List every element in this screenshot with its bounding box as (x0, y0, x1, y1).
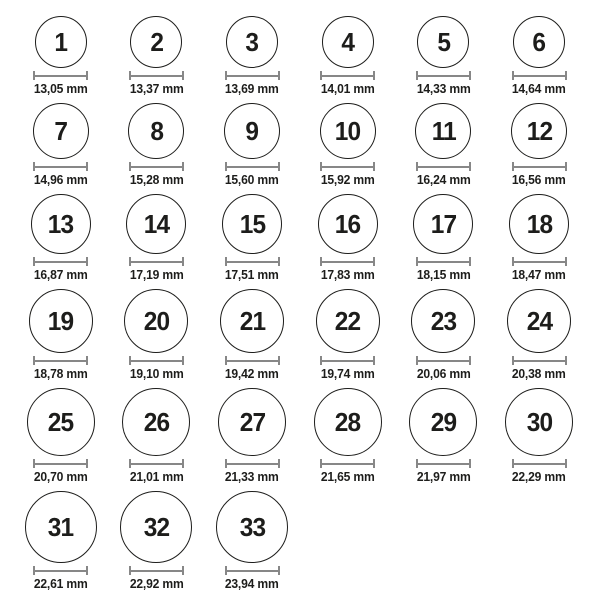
diameter-dimension-line (416, 459, 471, 468)
diameter-label: 18,47 mm (512, 268, 567, 282)
diameter-label: 14,33 mm (416, 82, 471, 96)
dimension-line-bar (131, 75, 182, 77)
diameter-label: 15,28 mm (129, 173, 184, 187)
ring-circle (320, 103, 376, 159)
ring-size-item (109, 103, 205, 187)
ring-circle (224, 103, 280, 159)
ring-size-item (396, 194, 492, 282)
ring-circle (409, 388, 477, 456)
ring-size-number: 23 (430, 306, 457, 336)
diameter-label: 17,83 mm (320, 268, 375, 282)
diameter-label: 17,19 mm (129, 268, 184, 282)
size-row (13, 289, 587, 381)
diameter-label: 16,87 mm (33, 268, 88, 282)
diameter-dimension-line (129, 459, 184, 468)
ring-size-number: 13 (48, 209, 74, 239)
diameter-dimension-line (225, 566, 280, 575)
diameter-label: 21,33 mm (225, 470, 280, 484)
ring-size-item (300, 103, 396, 187)
ring-size-item (204, 194, 300, 282)
ring-circle (322, 16, 374, 68)
ring-size-item (300, 289, 396, 381)
dimension-line-bar (227, 360, 278, 362)
ring-size-number: 5 (437, 27, 450, 57)
dimension-line-bar (227, 75, 278, 77)
ring-size-number: 2 (150, 27, 163, 57)
ring-size-number: 3 (245, 27, 259, 57)
ring-size-number: 12 (526, 116, 552, 146)
size-row (13, 103, 587, 187)
ring-circle (507, 289, 571, 353)
ring-size-number: 25 (48, 407, 74, 437)
diameter-label: 17,51 mm (225, 268, 280, 282)
diameter-dimension-line (129, 356, 184, 365)
diameter-dimension-line (33, 566, 88, 575)
ring-circle (130, 16, 182, 68)
ring-circle (122, 388, 190, 456)
ring-size-number: 24 (526, 306, 552, 336)
ring-circle (411, 289, 475, 353)
ring-size-item (13, 491, 109, 591)
ring-size-item (396, 103, 492, 187)
ring-circle (31, 194, 91, 254)
ring-size-number: 18 (526, 209, 552, 239)
dimension-line-bar (322, 75, 373, 77)
ring-size-number: 27 (239, 407, 265, 437)
diameter-label: 13,05 mm (33, 82, 88, 96)
ring-size-number: 16 (335, 209, 361, 239)
ring-circle (417, 16, 469, 68)
diameter-dimension-line (33, 162, 88, 171)
diameter-dimension-line (512, 257, 567, 266)
diameter-label: 21,97 mm (416, 470, 471, 484)
ring-circle (218, 388, 286, 456)
ring-size-number: 17 (430, 209, 457, 239)
ring-size-number: 21 (239, 306, 265, 336)
diameter-dimension-line (320, 459, 375, 468)
diameter-label: 14,01 mm (320, 82, 375, 96)
ring-size-number: 31 (48, 512, 74, 542)
ring-size-number: 32 (143, 512, 170, 542)
diameter-label: 20,06 mm (416, 367, 471, 381)
ring-size-item (491, 289, 587, 381)
diameter-dimension-line (129, 257, 184, 266)
dimension-line-bar (131, 261, 182, 263)
dimension-line-bar (514, 166, 565, 168)
ring-size-number: 10 (335, 116, 361, 146)
ring-size-item (491, 103, 587, 187)
dimension-line-bar (35, 570, 86, 572)
ring-size-item (300, 194, 396, 282)
ring-size-number: 8 (150, 116, 163, 146)
dimension-line-bar (131, 360, 182, 362)
ring-size-item (204, 16, 300, 96)
dimension-line-bar (35, 166, 86, 168)
ring-circle (126, 194, 186, 254)
dimension-line-bar (322, 463, 373, 465)
ring-size-item (109, 491, 205, 591)
ring-size-item (300, 388, 396, 484)
ring-size-item (109, 16, 205, 96)
ring-size-number: 22 (335, 306, 361, 336)
diameter-label: 19,42 mm (225, 367, 280, 381)
dimension-line-bar (35, 463, 86, 465)
ring-size-number: 14 (143, 209, 170, 239)
diameter-dimension-line (416, 71, 471, 80)
diameter-dimension-line (512, 459, 567, 468)
diameter-label: 22,92 mm (129, 577, 184, 591)
diameter-label: 21,01 mm (129, 470, 184, 484)
diameter-label: 18,15 mm (416, 268, 471, 282)
ring-size-item (491, 194, 587, 282)
diameter-dimension-line (320, 356, 375, 365)
size-row (13, 16, 587, 96)
diameter-dimension-line (225, 162, 280, 171)
dimension-line-bar (35, 360, 86, 362)
dimension-line-bar (418, 166, 469, 168)
diameter-dimension-line (320, 162, 375, 171)
diameter-label: 18,78 mm (33, 367, 88, 381)
diameter-dimension-line (225, 459, 280, 468)
ring-size-number: 6 (532, 27, 546, 57)
dimension-line-bar (418, 463, 469, 465)
diameter-label: 20,70 mm (33, 470, 88, 484)
diameter-label: 22,29 mm (512, 470, 567, 484)
diameter-dimension-line (225, 356, 280, 365)
ring-size-number: 28 (335, 407, 361, 437)
diameter-dimension-line (320, 71, 375, 80)
ring-size-item (204, 388, 300, 484)
dimension-line-bar (227, 463, 278, 465)
ring-size-item (204, 491, 300, 591)
ring-size-number: 4 (341, 27, 355, 57)
ring-circle (27, 388, 95, 456)
diameter-label: 14,64 mm (512, 82, 567, 96)
ring-size-item (13, 194, 109, 282)
diameter-label: 23,94 mm (225, 577, 280, 591)
ring-size-item (13, 16, 109, 96)
diameter-label: 13,69 mm (225, 82, 280, 96)
diameter-label: 20,38 mm (512, 367, 567, 381)
diameter-label: 21,65 mm (320, 470, 375, 484)
dimension-line-bar (322, 166, 373, 168)
size-row (13, 194, 587, 282)
ring-size-item (109, 388, 205, 484)
ring-size-number: 20 (143, 306, 170, 336)
ring-size-item (491, 16, 587, 96)
ring-size-item (109, 194, 205, 282)
ring-circle (509, 194, 569, 254)
ring-size-number: 19 (48, 306, 74, 336)
ring-size-number: 1 (54, 27, 68, 57)
diameter-label: 14,96 mm (33, 173, 88, 187)
dimension-line-bar (418, 261, 469, 263)
dimension-line-bar (418, 360, 469, 362)
ring-size-number: 9 (245, 116, 259, 146)
ring-size-number: 11 (431, 116, 456, 146)
ring-circle (124, 289, 188, 353)
ring-size-item (396, 16, 492, 96)
ring-circle (318, 194, 378, 254)
ring-circle (316, 289, 380, 353)
ring-circle (25, 491, 97, 563)
dimension-line-bar (131, 463, 182, 465)
ring-circle (220, 289, 284, 353)
ring-circle (33, 103, 89, 159)
ring-size-item (204, 103, 300, 187)
ring-circle (29, 289, 93, 353)
dimension-line-bar (227, 570, 278, 572)
size-row (13, 388, 587, 484)
diameter-dimension-line (512, 356, 567, 365)
diameter-dimension-line (512, 71, 567, 80)
diameter-label: 15,60 mm (225, 173, 280, 187)
diameter-label: 22,61 mm (33, 577, 88, 591)
dimension-line-bar (514, 360, 565, 362)
ring-size-item (396, 388, 492, 484)
ring-circle (314, 388, 382, 456)
dimension-line-bar (514, 75, 565, 77)
ring-size-item (491, 388, 587, 484)
ring-size-item (396, 289, 492, 381)
ring-circle (216, 491, 288, 563)
ring-size-number: 7 (54, 116, 68, 146)
ring-size-number: 15 (239, 209, 265, 239)
dimension-line-bar (227, 261, 278, 263)
dimension-line-bar (322, 360, 373, 362)
ring-circle (120, 491, 192, 563)
ring-size-item (300, 16, 396, 96)
diameter-dimension-line (416, 162, 471, 171)
diameter-label: 19,74 mm (320, 367, 375, 381)
dimension-line-bar (131, 166, 182, 168)
ring-size-item (13, 103, 109, 187)
ring-circle (513, 16, 565, 68)
ring-size-number: 29 (430, 407, 457, 437)
ring-size-number: 30 (526, 407, 552, 437)
ring-circle (505, 388, 573, 456)
diameter-dimension-line (416, 356, 471, 365)
ring-size-number: 33 (239, 512, 265, 542)
ring-circle (511, 103, 567, 159)
size-row (13, 491, 587, 591)
diameter-dimension-line (416, 257, 471, 266)
dimension-line-bar (131, 570, 182, 572)
dimension-line-bar (35, 261, 86, 263)
diameter-dimension-line (320, 257, 375, 266)
ring-circle (415, 103, 471, 159)
dimension-line-bar (35, 75, 86, 77)
dimension-line-bar (322, 261, 373, 263)
ring-circle (128, 103, 184, 159)
diameter-dimension-line (129, 162, 184, 171)
diameter-dimension-line (33, 71, 88, 80)
diameter-label: 19,10 mm (129, 367, 184, 381)
dimension-line-bar (227, 166, 278, 168)
dimension-line-bar (514, 261, 565, 263)
diameter-dimension-line (129, 71, 184, 80)
ring-size-item (204, 289, 300, 381)
diameter-dimension-line (33, 356, 88, 365)
diameter-dimension-line (129, 566, 184, 575)
ring-size-number: 26 (143, 407, 170, 437)
ring-size-item (109, 289, 205, 381)
diameter-label: 16,56 mm (512, 173, 567, 187)
ring-size-item (13, 388, 109, 484)
diameter-dimension-line (512, 162, 567, 171)
dimension-line-bar (514, 463, 565, 465)
ring-circle (226, 16, 278, 68)
ring-circle (222, 194, 282, 254)
ring-circle (35, 16, 87, 68)
diameter-dimension-line (225, 71, 280, 80)
diameter-dimension-line (33, 257, 88, 266)
ring-circle (413, 194, 473, 254)
diameter-label: 15,92 mm (320, 173, 375, 187)
diameter-label: 13,37 mm (129, 82, 184, 96)
dimension-line-bar (418, 75, 469, 77)
diameter-dimension-line (225, 257, 280, 266)
diameter-dimension-line (33, 459, 88, 468)
diameter-label: 16,24 mm (416, 173, 471, 187)
ring-size-item (13, 289, 109, 381)
